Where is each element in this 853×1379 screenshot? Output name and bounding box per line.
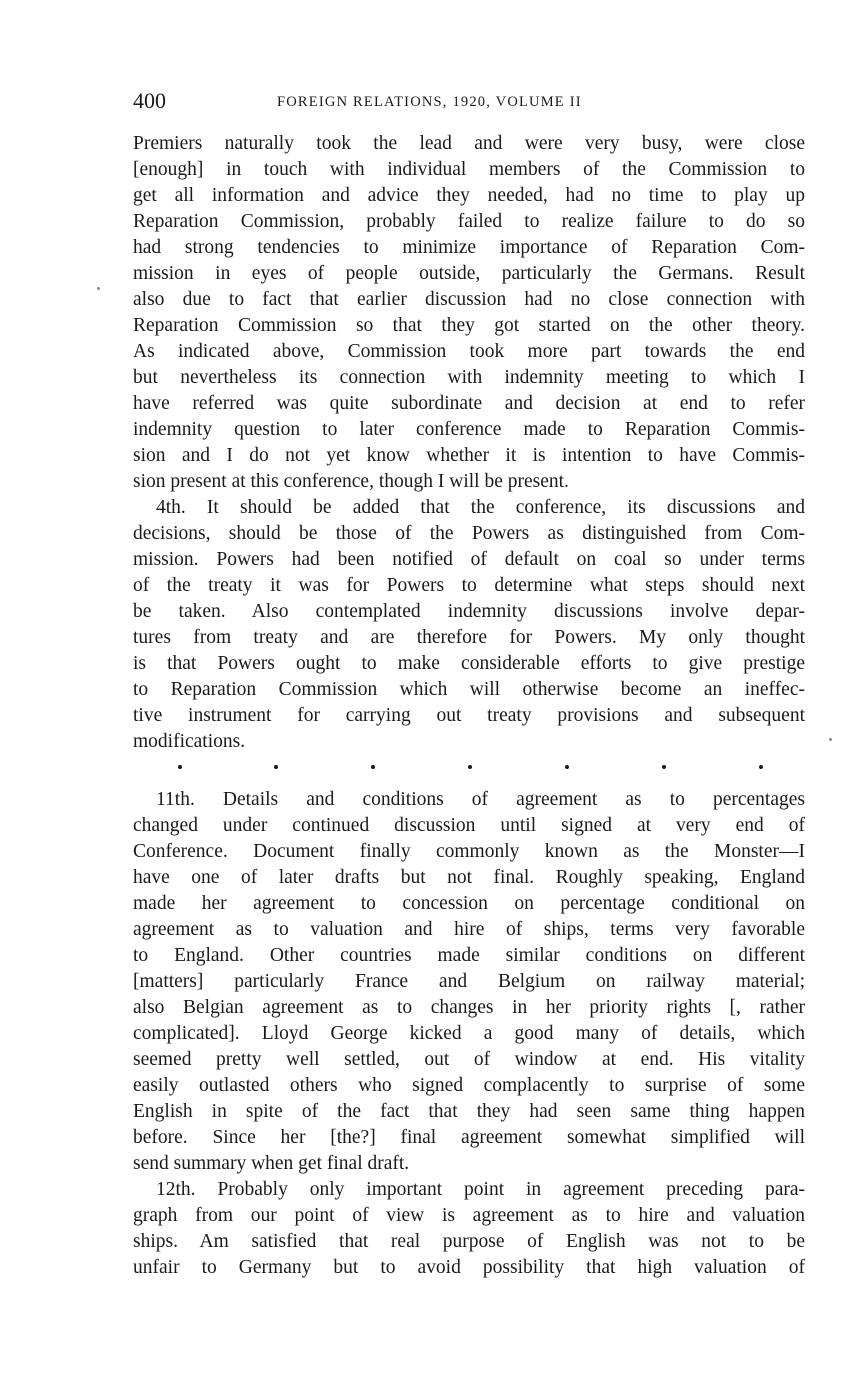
text-line: but nevertheless its connection with indemnity meeting to which I [133, 367, 805, 388]
omission-dot [468, 765, 472, 769]
text-line: Reparation Commission so that they got started on the other theory. [133, 315, 805, 336]
text-line: have referred was quite subordinate and decision at end to refer [133, 393, 805, 414]
omission-dot [759, 765, 763, 769]
text-line: get all information and advice they needed, had no time to play up [133, 185, 805, 206]
text-line: of the treaty it was for Powers to determine what steps should next [133, 575, 805, 596]
text-line: to Reparation Commission which will otherwise become an ineffec- [133, 679, 805, 700]
text-line: had strong tendencies to minimize importance of Reparation Com- [133, 237, 805, 258]
text-line: sion and I do not yet know whether it is intention to have Commis- [133, 445, 805, 466]
paragraph-continued [133, 131, 805, 495]
text-line: modifications. [133, 731, 246, 752]
paragraph-11th [133, 787, 805, 1177]
text-line: also due to fact that earlier discussion had no close connection with [133, 289, 805, 310]
text-line: ships. Am satisfied that real purpose of English was not to be [133, 1231, 805, 1252]
text-line: tures from treaty and are therefore for Powers. My only thought [133, 627, 805, 648]
text-line: complicated]. Lloyd George kicked a good many of details, which [133, 1023, 805, 1044]
omission-dot [565, 765, 569, 769]
text-line: to England. Other countries made similar conditions on different [133, 945, 805, 966]
text-line: send summary when get final draft. [133, 1153, 410, 1174]
omission-dot [178, 765, 182, 769]
text-line: sion present at this conference, though I will be present. [133, 471, 569, 492]
paragraph-4th [133, 495, 805, 755]
paragraph-12th [133, 1177, 805, 1281]
text-line: agreement as to valuation and hire of ships, terms very favorable [133, 919, 805, 940]
text-line: tive instrument for carrying out treaty provisions and subsequent [133, 705, 805, 726]
text-line: As indicated above, Commission took more part towards the end [133, 341, 805, 362]
text-line: [matters] particularly France and Belgium on railway material; [133, 971, 805, 992]
text-line: Reparation Commission, probably failed to realize failure to do so [133, 211, 805, 232]
omission-dots [178, 755, 765, 781]
text-line: made her agreement to concession on percentage conditional on [133, 893, 805, 914]
text-line: English in spite of the fact that they had seen same thing happen [133, 1101, 805, 1122]
stray-mark [97, 287, 100, 290]
text-line: indemnity question to later conference made to Reparation Commis- [133, 419, 805, 440]
text-line: changed under continued discussion until signed at very end of [133, 815, 805, 836]
text-line: Premiers naturally took the lead and were very busy, were close [133, 133, 805, 154]
running-head: FOREIGN RELATIONS, 1920, VOLUME II [277, 94, 582, 110]
text-line: seemed pretty well settled, out of window at end. His vitality [133, 1049, 805, 1070]
text-line: graph from our point of view is agreement as to hire and valuation [133, 1205, 805, 1226]
text-line: [enough] in touch with individual members of the Commission to [133, 159, 805, 180]
body-text [133, 131, 805, 1281]
omission-dot [662, 765, 666, 769]
text-line: be taken. Also contemplated indemnity discussions involve depar- [133, 601, 805, 622]
text-line: also Belgian agreement as to changes in her priority rights [, rather [133, 997, 805, 1018]
text-line: Conference. Document finally commonly known as the Monster—I [133, 841, 805, 862]
text-line: decisions, should be those of the Powers as distinguished from Com- [133, 523, 805, 544]
text-line: mission in eyes of people outside, particularly the Germans. Result [133, 263, 805, 284]
text-line: unfair to Germany but to avoid possibility that high valuation of [133, 1257, 805, 1278]
page-number: 400 [133, 88, 166, 113]
omission-dot [274, 765, 278, 769]
text-line: is that Powers ought to make considerable efforts to give prestige [133, 653, 805, 674]
text-line: easily outlasted others who signed complacently to surprise of some [133, 1075, 805, 1096]
text-line: 12th. Probably only important point in agreement preceding para- [156, 1179, 805, 1200]
text-line: 11th. Details and conditions of agreement as to percentages [156, 789, 805, 810]
text-line: mission. Powers had been notified of default on coal so under terms [133, 549, 805, 570]
stray-mark [829, 738, 832, 741]
page-header [133, 86, 805, 116]
omission-dot [371, 765, 375, 769]
text-line: before. Since her [the?] final agreement somewhat simplified will [133, 1127, 805, 1148]
text-line: 4th. It should be added that the conference, its discussions and [156, 497, 805, 518]
text-line: have one of later drafts but not final. Roughly speaking, England [133, 867, 805, 888]
